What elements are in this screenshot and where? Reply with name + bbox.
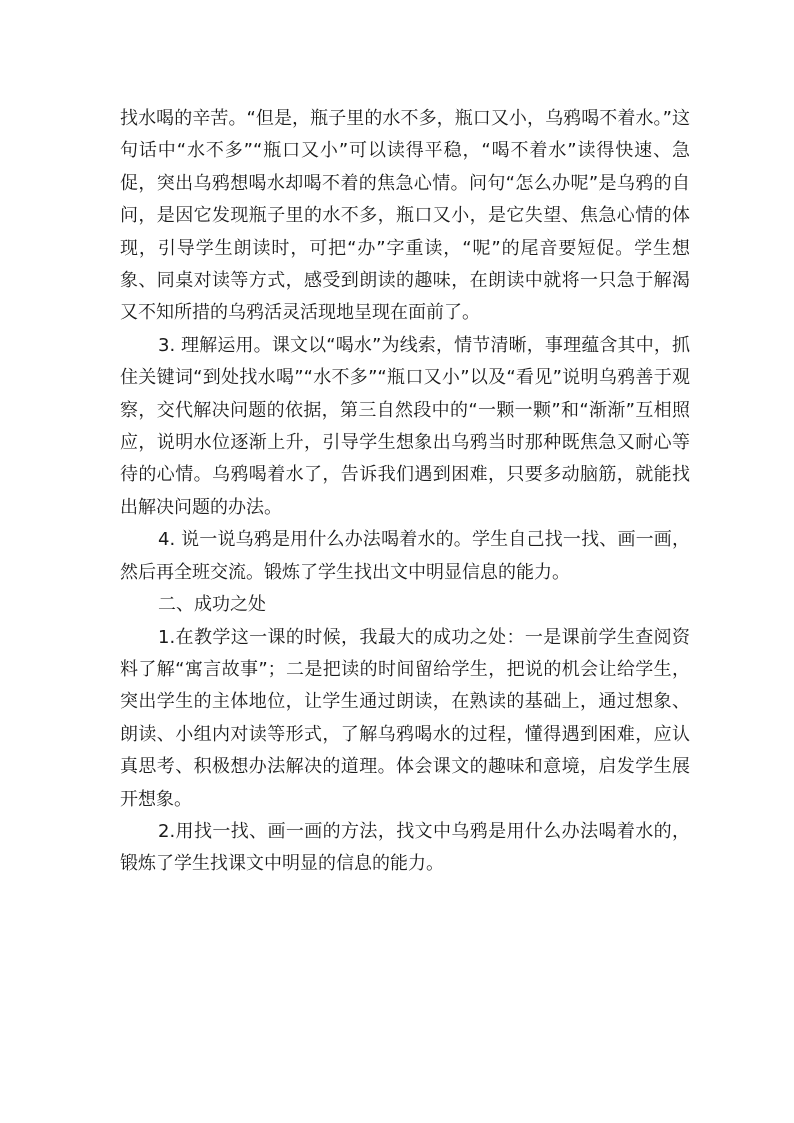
paragraph-item-4: 4. 说一说乌鸦是用什么办法喝着水的。学生自己找一找、画一画，然后再全班交流。锻炼了学生找出文中明显信息的能力。 [120, 529, 690, 583]
paragraph-continuation: 找水喝的辛苦。“但是，瓶子里的水不多，瓶口又小，乌鸦喝不着水。”这句话中“水不多”“瓶口又小”可以读得平稳，“喝不着水”读得快速、急促，突出乌鸦想喝水却喝不着的焦急心情。问句“怎么办呢”是乌鸦的自问，是因它发现瓶子里的水不多，瓶口又小，是它失望、焦急心情的体现，引导学生朗读时，可把“办”字重读，“呢”的尾音要短促。学生想象、同桌对读等方式，感受到朗读的趣味，在朗读中就将一只急于解渴又不知所措的乌鸦活灵活现地呈现在面前了。 [120, 108, 690, 324]
paragraph-success-1: 1.在教学这一课的时候，我最大的成功之处：一是课前学生查阅资料了解“寓言故事”；二是把读的时间留给学生，把说的机会让给学生，突出学生的主体地位，让学生通过朗读，在熟读的基础上，通过想象、朗读、小组内对读等形式，了解乌鸦喝水的过程，懂得遇到困难，应认真思考、积极想办法解决的道理。体会课文的趣味和意境，启发学生展开想象。 [120, 626, 690, 810]
section-heading: 二、成功之处 [158, 594, 266, 616]
document-body [120, 103, 690, 881]
paragraph-success-2: 2.用找一找、画一画的方法，找文中乌鸦是用什么办法喝着水的，锻炼了学生找课文中明显的信息的能力。 [120, 820, 690, 875]
paragraph-item-3: 3. 理解运用。课文以“喝水”为线索，情节清晰，事理蕴含其中，抓住关键词“到处找水喝”“水不多”“瓶口又小”以及“看见”说明乌鸦善于观察，交代解决问题的依据，第三自然段中的“一颗一颗”和“渐渐”互相照应，说明水位逐渐上升，引导学生想象出乌鸦当时那种既焦急又耐心等待的心情。乌鸦喝着水了，告诉我们遇到困难，只要多动脑筋，就能找出解决问题的办法。 [120, 334, 690, 518]
